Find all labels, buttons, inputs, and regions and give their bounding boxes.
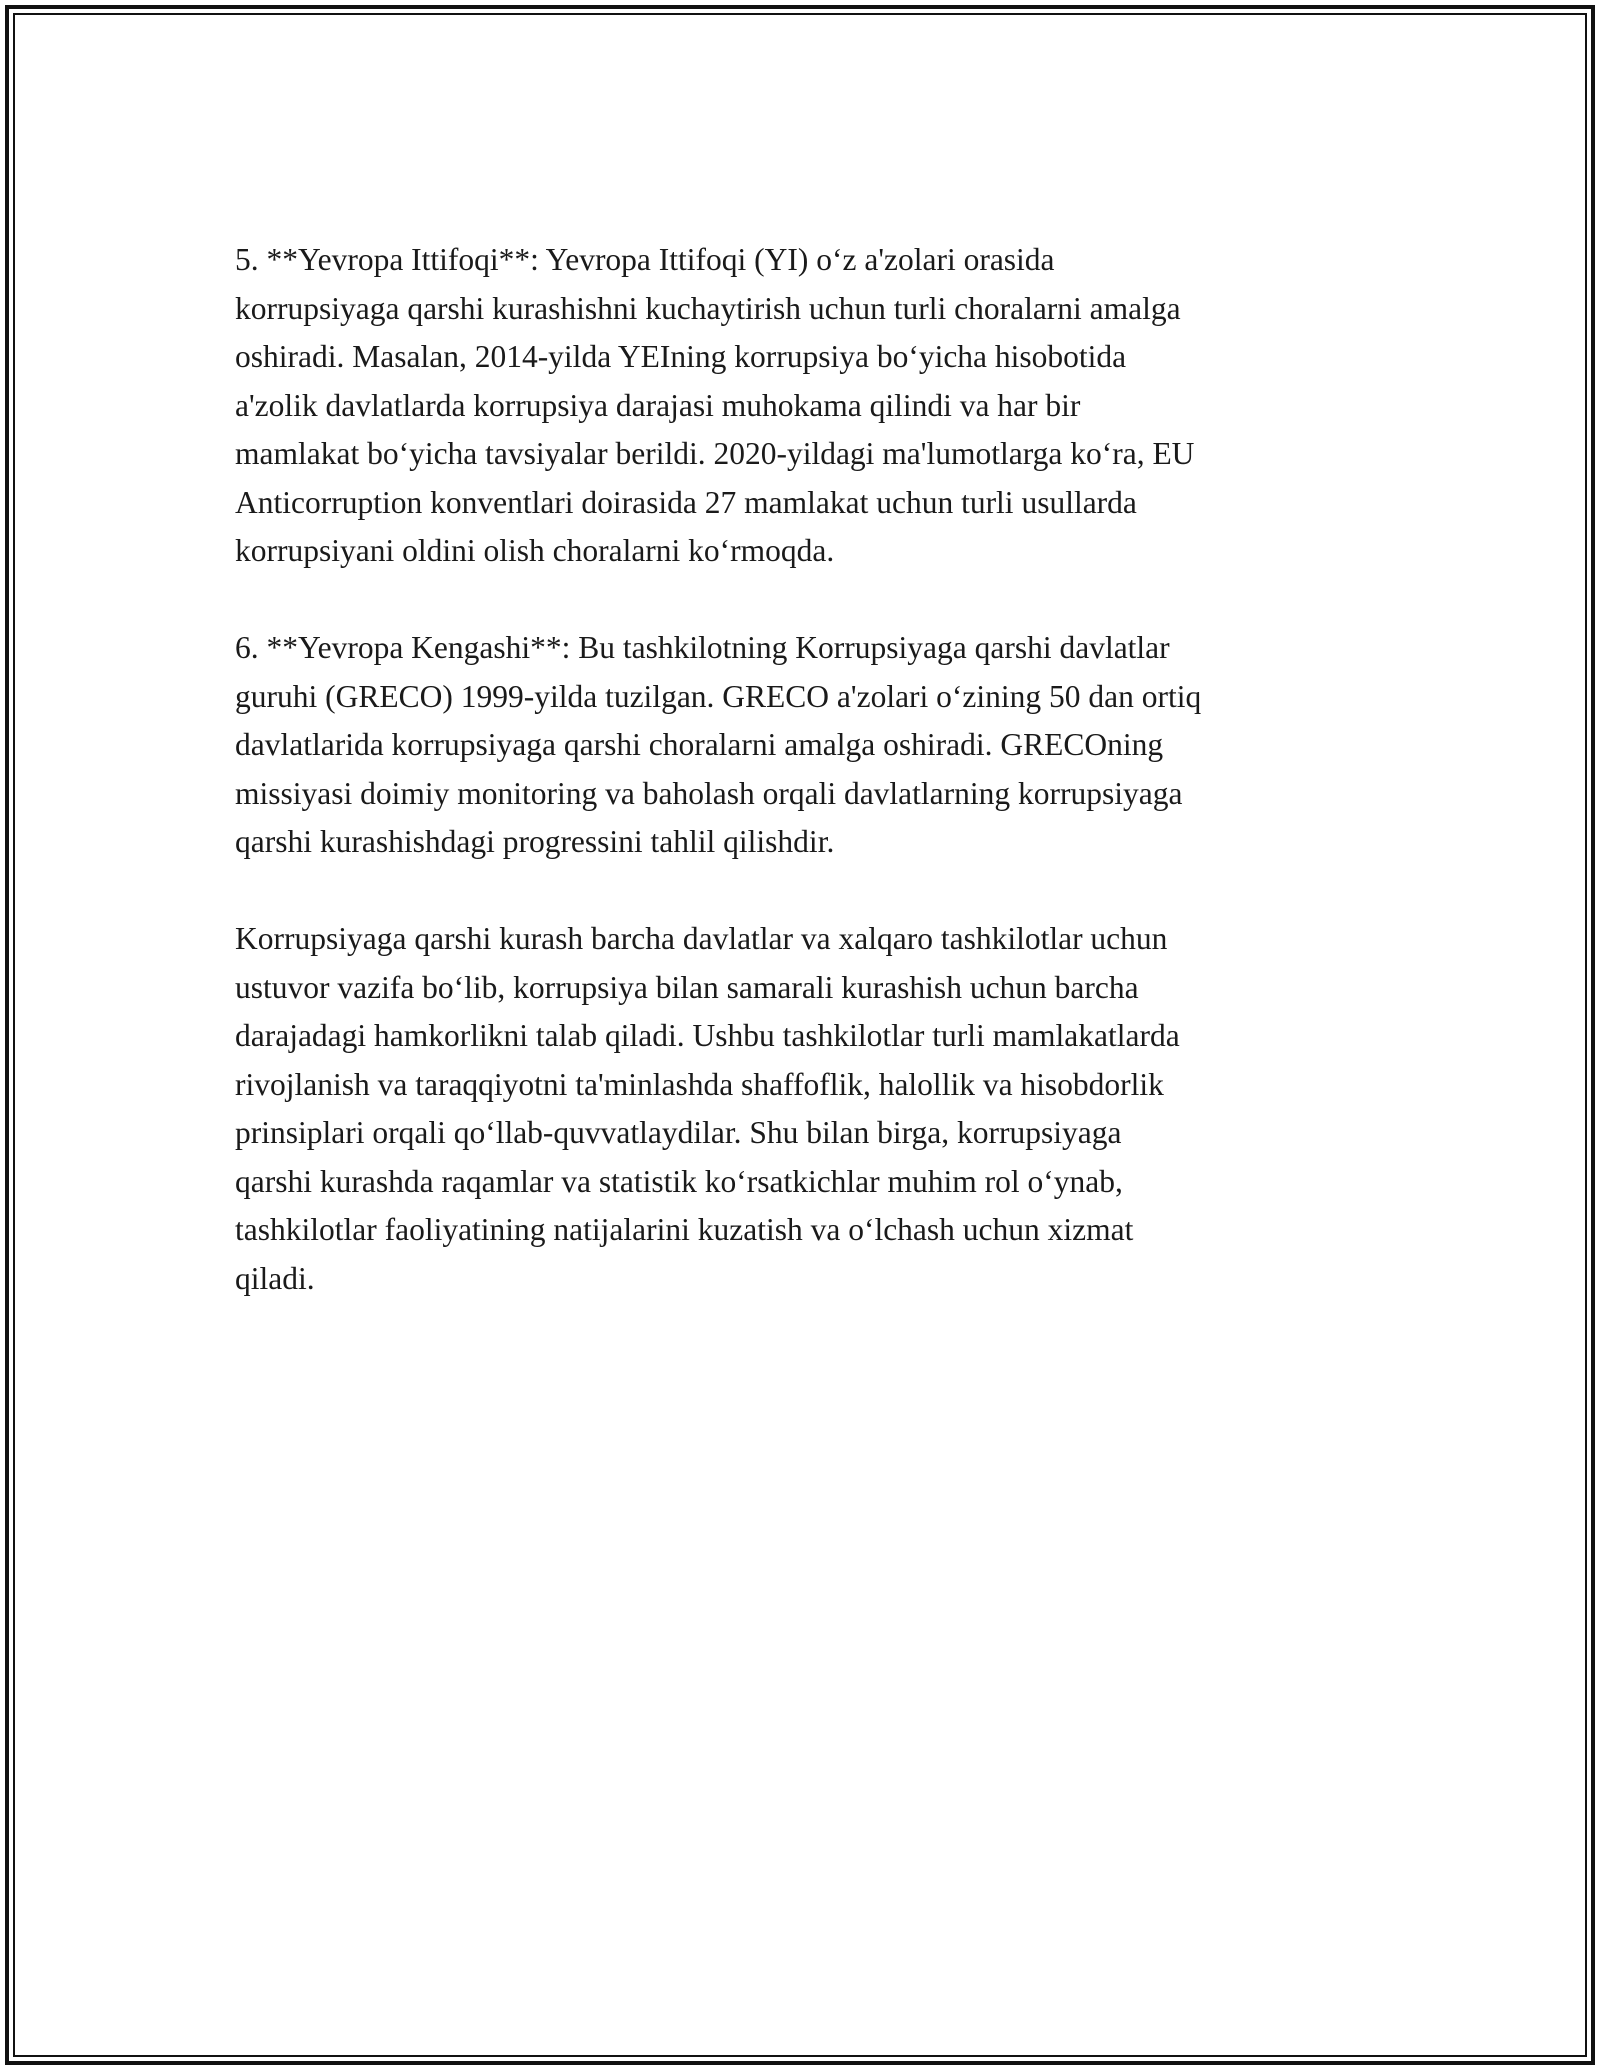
paragraph-european-union: 5. **Yevropa Ittifoqi**: Yevropa Ittifoqi (YI) o‘z a'zolari orasida korrupsiyaga qarshi kurashishni kuchaytirish uchun turli choralarni amalga oshiradi. Masalan, 2014-yilda YEIning korrupsiya bo‘yicha hisobotida a'zolik davlatlarda korrupsiya darajasi muhokama qilindi va har bir mamlakat bo‘yicha tavsiyalar berildi. 2020-yildagi ma'lumotlarga ko‘ra, EU Anticorruption konventlari doirasida 27 mamlakat uchun turli usullarda korrupsiyani oldini olish choralarni ko‘rmoqda.	[235, 242, 1195, 568]
document-body	[235, 236, 1385, 1352]
paragraph-council-of-europe: 6. **Yevropa Kengashi**: Bu tashkilotning Korrupsiyaga qarshi davlatlar guruhi (GRECO) 1999-yilda tuzilgan. GRECO a'zolari o‘zining 50 dan ortiq davlatlarida korrupsiyaga qarshi choralarni amalga oshiradi. GRECOning missiyasi doimiy monitoring va baholash orqali davlatlarning korrupsiyaga qarshi kurashishdagi progressini tahlil qilishdir.	[235, 630, 1202, 859]
paragraph-conclusion: Korrupsiyaga qarshi kurash barcha davlatlar va xalqaro tashkilotlar uchun ustuvor vazifa bo‘lib, korrupsiya bilan samarali kurashish uchun barcha darajadagi hamkorlikni talab qiladi. Ushbu tashkilotlar turli mamlakatlarda rivojlanish va taraqqiyotni ta'minlashda shaffoflik, halollik va hisobdorlik prinsiplari orqali qo‘llab-quvvatlaydilar. Shu bilan birga, korrupsiyaga qarshi kurashda raqamlar va statistik ko‘rsatkichlar muhim rol o‘ynab, tashkilotlar faoliyatining natijalarini kuzatish va o‘lchash uchun xizmat qiladi.	[235, 921, 1180, 1296]
